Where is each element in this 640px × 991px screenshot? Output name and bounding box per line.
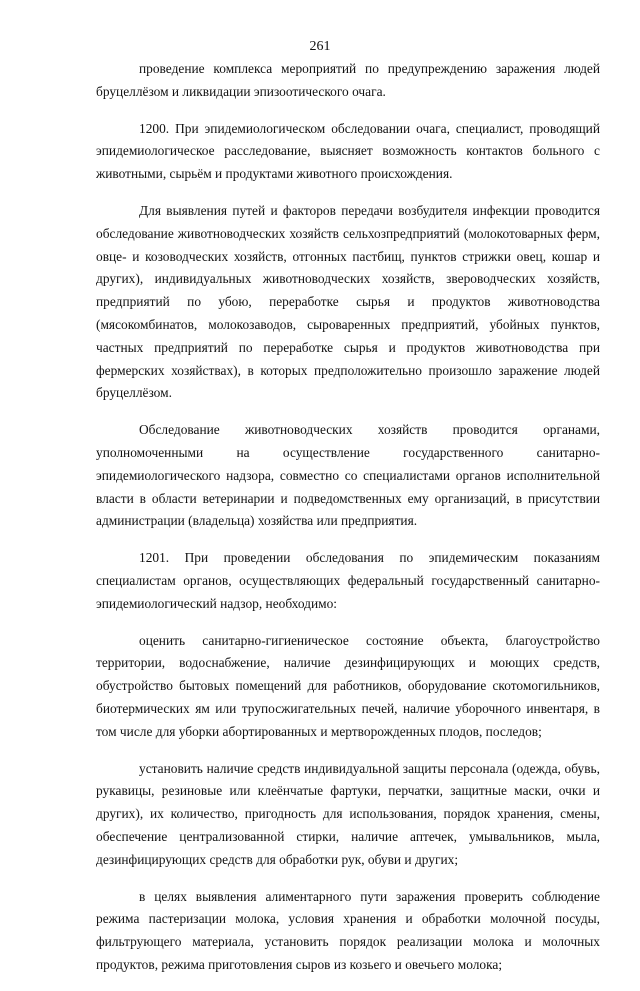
paragraph-7: установить наличие средств индивидуальной защиты персонала (одежда, обувь, рукавицы, резиновые или клеёнчатые фартуки, перчатки, защитные маски, очки и других), их количество, пригодность для использования, порядок хранения, смены, обеспечение централизованной стирки, наличие аптечек, умывальников, мыла, дезинфицирующих средств для обработки рук, обуви и других; <box>96 760 600 867</box>
paragraph-2: 1200. При эпидемиологическом обследовании очага, специалист, проводящий эпидемиологическое расследование, выясняет возможность контактов больного с животными, сырьём и продуктами животного происхождения. <box>96 120 600 182</box>
page-number: 261 <box>309 39 331 54</box>
paragraph-4: Обследование животноводческих хозяйств проводится органами, уполномоченными на осуществление государственного санитарно-эпидемиологического надзора, совместно со специалистами органов исполнительной власти в области ветеринарии и подведомственных ему организаций, в присутствии администрации (владельца) хозяйства или предприятия. <box>96 422 600 529</box>
paragraph-5: 1201. При проведении обследования по эпидемическим показаниям специалистам органов, осуществляющих федеральный государственный санитарно-эпидемиологический надзор, необходимо: <box>96 550 600 611</box>
paragraph-6: оценить санитарно-гигиеническое состояние объекта, благоустройство территории, водоснабжение, наличие дезинфицирующих и моющих средств, обустройство бытовых помещений для работников, оборудование скотомогильников, биотермических ям или трупосжигательных печей, наличие уборочного инвентаря, в том числе для уборки абортированных и мертворожденных плодов, последов; <box>96 632 600 739</box>
paragraph-1: проведение комплекса мероприятий по предупреждению заражения людей бруцеллёзом и ликвидации эпизоотического очага. <box>96 61 600 99</box>
document-body <box>96 58 600 991</box>
paragraph-3: Для выявления путей и факторов передачи возбудителя инфекции проводится обследование животноводческих хозяйств сельхозпредприятий (молокотоварных ферм, овце- и козоводческих хозяйств, отгонных пастбищ, пунктов стрижки овец, кошар и других), индивидуальных животноводческих хозяйств, звероводческих хозяйств, предприятий по убою, переработке сырья и продуктов животноводства (мясокомбинатов, молокозаводов, сыроваренных предприятий, убойных пунктов, частных предприятий по переработке сырья и продуктов животноводства при фермерских хозяйствах), в которых предположительно произошло заражение людей бруцеллёзом. <box>96 202 600 401</box>
paragraph-8: в целях выявления алиментарного пути заражения проверить соблюдение режима пастеризации молока, условия хранения и обработки молочной посуды, фильтрующего материала, установить порядок реализации молока и молочных продуктов, режима приготовления сыров из козьего и овечьего молока; <box>96 888 600 972</box>
